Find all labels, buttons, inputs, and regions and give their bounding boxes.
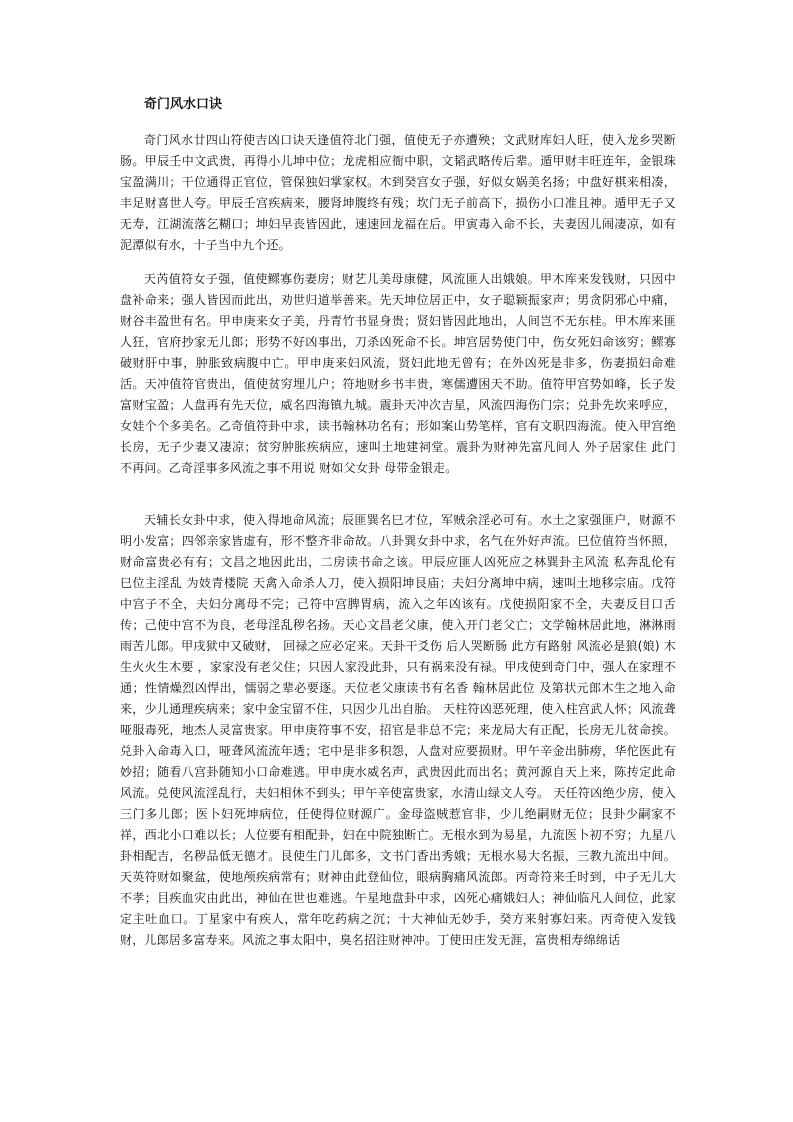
paragraph-2: 天芮值符女子强，值使鳏寡伤妻房；财艺儿美母康健，风流匪人出娥娘。甲木库来发钱财，只因中盘补命来；强人皆因而此出，劝世归道举善来。先天坤位居正中，女子聪颖振家声；男贪阴邪心中痛，财谷丰盈世有名。甲申庚来女子美，丹青竹书显身贵；贤妇皆因此地出，人间岂不无东桂。甲木库来匪人狂，官府抄家无儿郎；形势不好凶事出，刀杀凶死命不长。坤宫居势使门中，伤女死妇命该穷；鳏寡破财肝中事，肿胀致病腹中亡。甲申庚来妇风流，贤妇此地无曾有；在外凶死是非多，伤妻损妇命难活。天冲值符官贵出，值使贫穷埋儿户；符地财乡书丰贵，寒儒遭困天不助。值符甲宫势如峰，长子发富财宝盈；人盘再有先天位，威名四海镇九城。震卦天冲次吉星，风流四海伤门宗；兑卦先坎来呼应，女娃个个多美名。乙奇值符卦中求，读书翰林功名有；形如案山势笔样，官有文职四海流。使入甲宫绝长房，无子少妻又凄凉；贫穷肿胀疾病应，速叫土地建祠堂。震卦为财神先富凡间人 外子居家住 此门不再问。乙奇淫事多风流之事不用说 财如父女卦 母带金银走。	[120, 272, 676, 475]
paragraph-1: 奇门风水廿四山符使吉凶口诀天逢值符北门强，值使无子亦遭殃；文武财库妇人旺，使入龙乡哭断肠。甲辰壬中文武贵，再得小儿坤中位；龙虎相应衙中职，文韬武略传后辈。遁甲财丰旺连年，金银珠宝盈满川；干位通得正官位，管保独妇掌家权。木到癸宫女子强，好似女娲美名扬；中盘好棋来相凑，丰足财喜世人夸。甲辰壬宫疾病来，腰肾坤腹终有残；坎门无子前高下，损伤小口准且神。遁甲无子又无寿，江湖流落乞糊口；坤妇早丧皆因此，速速回龙福在后。甲寅毒入命不长，夫妻因儿闹凄凉，如有泥潭似有水，十子当中九个还。	[120, 133, 676, 252]
document-title: 奇门风水口诀	[144, 97, 223, 112]
paragraph-3: 天辅长女卦中求，使入得地命风流；辰匪巽名巳才位，军贼余淫必可有。水土之家强匪户，财源不明小发富；四邻亲家皆虚有，形不整齐非命故。八卦巽女卦中求，名气在外好声流。巳位值符当怀照，财命富贵必有有；文昌之地因此出，二房读书命之该。甲辰应匪人凶死应之林巽卦主风流 私奔乱伦有 巳位主淫乱 为妓青楼院 天禽入命杀人刀，使入损阳坤艮庙；夫妇分离坤中病，速叫土地移宗庙。戊符中宫子不全，夫妇分离母不完；己符中宫脾胃病，流入之年凶该有。戊使损阳家不全，夫妻反目口舌传；己使中宫不为良，老母淫乱秽名扬。天心文昌老父康，使入开门老父亡；文学翰林居此地，淋淋雨雨苦儿郎。甲戌狱中又破财， 回禄之应必定来。天卦干爻伤 后人哭断肠 此方有路射 风流必是狼(娘) 木生火火生木要 ，家家没有老父住；只因人家没此卦，只有祸来没有禄。甲戌使到奇门中，强人在家理不通；性情燥烈凶悍出，懦弱之辈必要逐。天位老父康读书有名香 翰林居此位 及第状元郎木生之地入命来，少儿通理疾病来；家中金宝留不住，只因少儿出自胎。 天柱符凶恶死理，使入柱宫武人怀；风流聋哑服毒死，地杰人灵富贵家。甲申庚符事不安，招官是非总不完；来龙局大有正配，长房无儿贫命挨。兑卦入命毒入口，哑聋风流流年透；宅中是非多积怨，人盘对应要损财。甲午辛金出肺痨，华佗医此有妙招；随看八宫卦随知小口命难逃。甲申庚水威名声，武贵因此而出名；黄河源自天上来，陈抟定此命风流。兑使风流淫乱行，夫妇相休不到头；甲午辛使富贵家，水清山绿文人夸。 天任符凶绝少房，使入三门多儿郎；医卜妇死坤病位，任使得位财源广。金母盗贼惹官非，少儿绝嗣财无位；艮卦少嗣家不祥，西北小口难以长；人位要有相配卦，妇在中院独断亡。无根水到为易星，九流医卜初不穷；九星八卦相配吉，名秽品低无德才。艮使生门儿郎多，文书门香出秀娥；无根水易大名振，三教九流出中间。天英符财如聚盆，使地颅疾病常有；财神由此登仙位，眼病胸痛风流郎。丙奇符来壬时到，中子无儿大不孝；目疾血灾由此出，神仙在世也难逃。午星地盘卦中求，凶死心痛娥妇人；神仙临凡人间位，此家定主吐血口。丁星家中有疾人，常年吃药病之沉；十大神仙无妙手，癸方来射寡妇来。丙奇使入发钱财，儿郎居多富寿来。风流之事太阳中，臭名招注财神冲。丁使田庄发无涯，富贵相寿绵绵话	[120, 513, 676, 947]
